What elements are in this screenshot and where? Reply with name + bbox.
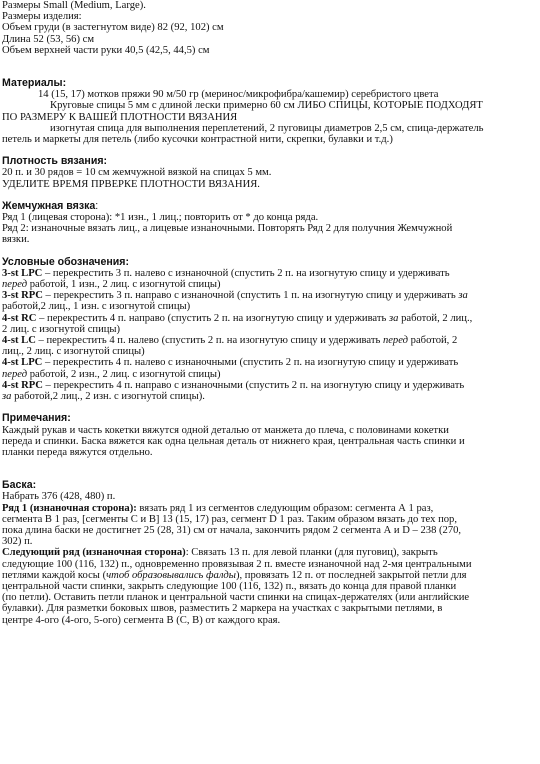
basque-text: вязать ряд 1 из сегментов следующим образом: сегмента А 1 раз, [136,502,434,514]
materials-heading: Материалы: [2,77,67,90]
gauge-line: 20 п. и 30 рядов = 10 см жемчужной вязкой на спицах 5 мм. [2,167,272,179]
abbr-italic: за [2,391,12,403]
sizes-line: Размеры изделия: [2,11,82,23]
abbr-text: работой, 2 лиц., [398,312,473,324]
abbr-text: 2 лиц. с изогнутой спицы) [2,323,121,335]
basque-text: ), провязать 12 п. от последней закрытой петли для [235,569,467,581]
row-label: Ряд 1 (изнаночная сторона): [2,502,137,514]
basque-heading: Баска: [2,479,37,492]
abbr-text: – перекрестить 4 п. направо с изнаночными (спустить 2 п. на изогнутую спицу и удерживать [42,379,465,391]
basque-italic: чтоб образовывались фалды [106,569,236,581]
basque-line: булавки). Для разметки боковых швов, разместить 2 маркера на участках с закрытыми петлями, в [2,603,443,615]
abbr-3st-rpc: 3-st RPC [2,290,43,302]
basque-line: 302) п. [2,536,33,548]
abbr-text: работой, 2 изн., 2 лиц. с изогнутой спицы) [27,368,221,380]
abbr-italic: за [458,290,468,302]
basque-line: Набрать 376 (428, 480) п. [2,491,116,503]
seed-stitch-section [2,201,536,246]
abbr-text: – перекрестить 3 п. направо с изнаночной (спустить 1 п. на изогнутую спицу и удерживать [42,290,459,302]
basque-line: центре 4-ого (4-ого, 5-ого) сегмента В (С, В) от каждого края. [2,614,281,626]
seed-stitch-colon: : [95,199,99,212]
abbr-text: – перекрестить 3 п. налево с изнаночной (спустить 2 п. на изогнутую спицу и удерживать [42,267,450,279]
seed-stitch-line: вязки. [2,234,30,246]
gauge-section [2,156,536,190]
abbr-text: – перекрестить 4 п. налево (спустить 2 п. на изогнутую спицу и удерживать [35,335,383,347]
basque-text: петлями каждой косы ( [2,569,107,581]
materials-line: изогнутая спица для выполнения переплетений, 2 пуговицы диаметров 2,5 см, спица-держатель [50,122,484,134]
abbr-text: лиц., 2 лиц. с изогнутой спицы) [2,346,145,358]
basque-line: пока длина баски не достигнет 25 (28, 31) см от начала, закончить рядом 2 сегмента А и D – 238 (270, [2,524,462,536]
abbr-italic: перед [2,368,28,380]
seed-stitch-heading: Жемчужная вязка [2,199,96,212]
basque-line: центральной части спинки, закрыть следующие 100 (116, 132) п., вязать до конца для правой планки [2,580,457,592]
basque-line: сегмента В 1 раз, [сегменты С и В] 13 (15, 17) раз, сегмент D 1 раз. Таким образом вязать до тех пор, [2,513,457,525]
notes-section [2,413,536,458]
seed-stitch-line: Ряд 1 (лицевая сторона): *1 изн., 1 лиц.; повторить от * до конца ряда. [2,212,319,224]
materials-line: 14 (15, 17) мотков пряжи 90 м/50 гр (мериноc/микрофибра/кашемир) серебристого цвета [38,89,439,101]
abbr-italic: за [388,312,399,324]
sizes-line: Объем груди (в застегнутом виде) 82 (92, 102) см [2,22,224,34]
materials-section [2,78,536,145]
abbr-text: работой, 1 изн., 2 лиц. с изогнутой спицы) [27,279,221,291]
seed-stitch-line: Ряд 2: изнаночные вязать лиц., а лицевые изнаночными. Повторять Ряд 2 для получния Жемчужной [2,223,453,235]
abbr-text: работой,2 лиц., 2 изн. с изогнутой спицы). [11,391,205,403]
legend-heading: Условные обозначения: [2,255,129,268]
basque-text: : Связать 13 п. для левой планки (для пуговиц), закрыть [185,547,438,559]
basque-section [2,480,536,626]
basque-line: (по петли). Оставить петли планок и центральной части спинки на спицах-держателях (или английские [2,592,470,604]
notes-heading: Примечания: [2,412,71,425]
sizes-line: Длина 52 (53, 56) см [2,33,95,45]
abbr-4st-lc: 4-st LC [2,335,36,347]
notes-line: переда и спинки. Баска вяжется как одна цельная деталь от нижнего края, центральная часть спинки и [2,435,465,447]
materials-line: Круговые спицы 5 мм с длиной лески примерно 60 см ЛИБО СПИЦЫ, КОТОРЫЕ ПОДХОДЯТ [50,100,483,112]
materials-line: ПО РАЗМЕРУ К ВАШЕЙ ПЛОТНОСТИ ВЯЗАНИЯ [2,111,238,123]
notes-line: Каждый рукав и часть кокетки вяжутся одной деталью от манжета до плеча, с половинами кокетки [2,424,449,436]
abbr-italic: перед [2,279,28,291]
sizes-line: Объем верхней части руки 40,5 (42,5, 44,5) см [2,44,210,56]
materials-line: петель и маркеты для петель (либо кусочки контрастной нити, скрепки, булавки и т.д.) [2,134,393,146]
notes-line: планки переда вяжутся отдельно. [2,446,153,458]
abbr-4st-rc: 4-st RC [2,312,37,324]
abbr-text: работой, 2 [408,335,458,347]
gauge-heading: Плотность вязания: [2,155,108,168]
abbr-italic: перед [382,335,409,347]
abbr-text: – перекрестить 4 п. направо (спустить 2 п. на изогнутую спицу и удерживать [36,312,389,324]
sizes-line: Размеры Small (Medium, Large). [2,0,146,11]
abbr-text: – перекрестить 4 п. налево с изнаночными (спустить 2 п. на изогнутую спицу и удерживать [42,357,459,369]
gauge-line: УДЕЛИТЕ ВРЕМЯ ПРВЕРКЕ ПЛОТНОСТИ ВЯЗАНИЯ. [2,178,260,190]
row-label: Следующий ряд (изнаночная сторона) [2,547,186,559]
basque-line: следующие 100 (116, 132) п., одновременно провязывая 2 п. вместе изнаночной над 2-мя центральными [2,558,472,570]
abbr-4st-rpc: 4-st RPC [2,379,43,391]
abbr-text: работой,2 лиц., 1 изн. с изогнутой спицы) [2,301,191,313]
sizes-section [2,0,536,56]
legend-section [2,257,536,403]
abbr-3st-lpc: 3-st LPC [2,267,43,279]
abbr-4st-lpc: 4-st LPC [2,357,43,369]
document [2,0,536,626]
